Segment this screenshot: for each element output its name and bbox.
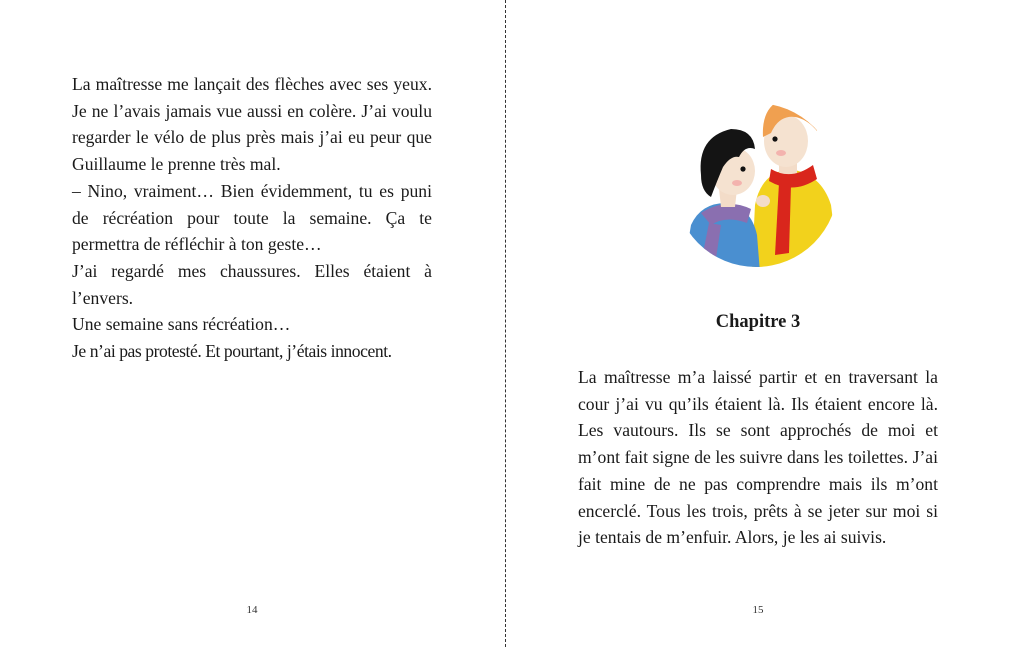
paragraph: Je n’ai pas protesté. Et pourtant, j’étais innocent. xyxy=(72,341,392,362)
paragraph: La maîtresse me lançait des flèches avec ses yeux. Je ne l’avais jamais vue aussi en colère. J’ai voulu regarder le vélo de plus près mais j’ai eu peur que Guillaume le prenne très mal. xyxy=(72,74,432,175)
paragraph: Une semaine sans récréation… xyxy=(72,314,291,335)
right-page xyxy=(506,0,1010,647)
children-illustration xyxy=(671,85,841,285)
chapter-title: Chapitre 3 xyxy=(715,312,801,332)
paragraph: J’ai regardé mes chaussures. Elles étaient à l’envers. xyxy=(72,260,432,308)
left-page-text xyxy=(72,71,432,365)
right-page-text xyxy=(578,364,938,551)
paragraph: La maîtresse m’a laissé partir et en traversant la cour j’ai vu qu’ils étaient là. Ils étaient encore là. Les vautours. Ils se sont approchés de moi et m’ont fait signe de les suivre dans les toilettes. J’ai fait mine de ne pas comprendre mais ils m’ont encerclé. Tous les trois, prêts à se jeter sur moi si je tentais de m’enfuir. Alors, je les ai suivis. xyxy=(578,367,938,548)
page-number: 15 xyxy=(752,604,764,616)
paragraph: – Nino, vraiment… Bien évidemment, tu es puni de récréation pour toute la semaine. Ça te permettra de réfléchir à ton geste… xyxy=(72,180,432,255)
page-number: 14 xyxy=(246,604,258,616)
